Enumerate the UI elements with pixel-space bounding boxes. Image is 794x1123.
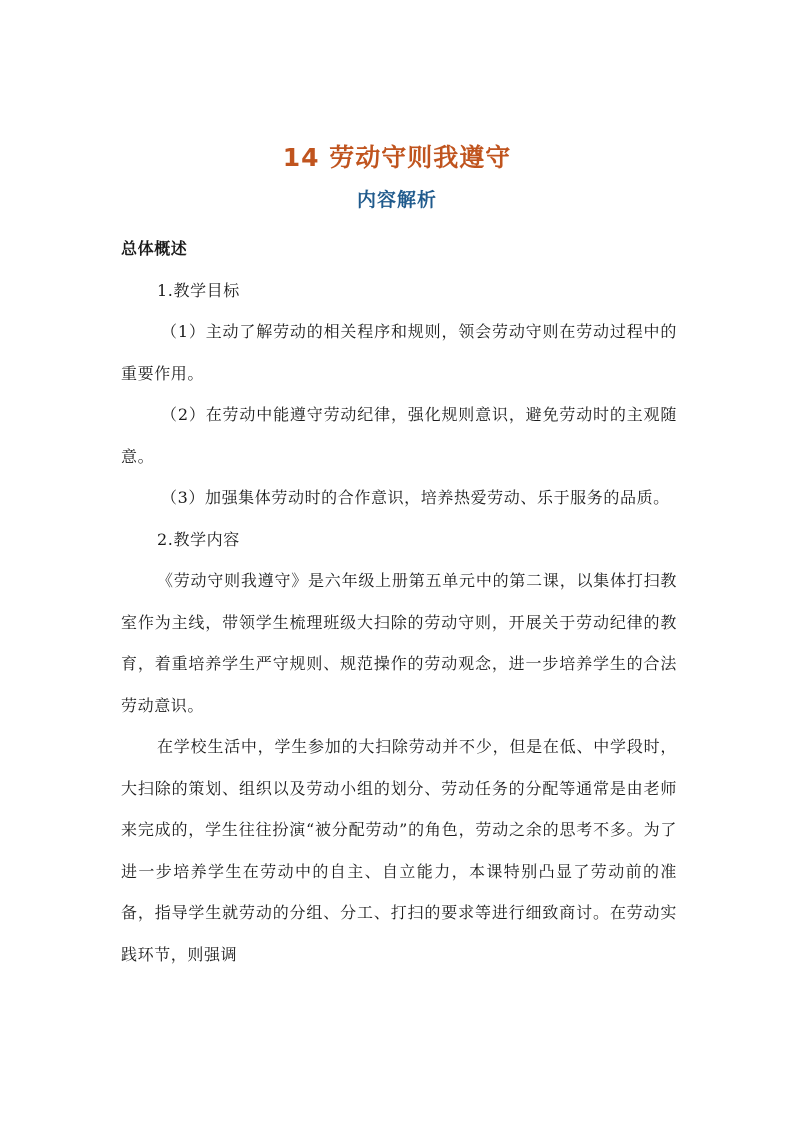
teaching-content-heading: 2.教学内容: [157, 529, 240, 549]
body-paragraph: 在学校生活中，学生参加的大扫除劳动并不少，但是在低、中学段时，大扫除的策划、组织以及劳动小组的划分、劳动任务的分配等通常是由老师来完成的，学生往往扮演“被分配劳动”的角色，劳动之余的思考不多。为了进一步培养学生在劳动中的自主、自立能力，本课特别凸显了劳动前的准备，指导学生就劳动的分组、分工、打扫的要求等进行细致商讨。在劳动实践环节，则强调: [121, 737, 677, 964]
section-heading: 总体概述: [121, 239, 188, 258]
document-subtitle: 内容解析: [356, 189, 437, 211]
goal-item: （2）在劳动中能遵守劳动纪律，强化规则意识，避免劳动时的主观随意。: [121, 405, 677, 466]
document-title: 14 劳动守则我遵守: [282, 143, 512, 172]
goal-item: （3）加强集体劳动时的合作意识，培养热爱劳动、乐于服务的品质。: [161, 488, 670, 507]
teaching-goal-heading: 1.教学目标: [157, 280, 240, 300]
document-body: [121, 228, 677, 975]
goal-item: （1）主动了解劳动的相关程序和规则，领会劳动守则在劳动过程中的重要作用。: [121, 322, 677, 383]
body-paragraph: 《劳动守则我遵守》是六年级上册第五单元中的第二课，以集体打扫教室作为主线，带领学生梳理班级大扫除的劳动守则，开展关于劳动纪律的教育，着重培养学生严守规则、规范操作的劳动观念，进一步培养学生的合法劳动意识。: [121, 571, 677, 715]
